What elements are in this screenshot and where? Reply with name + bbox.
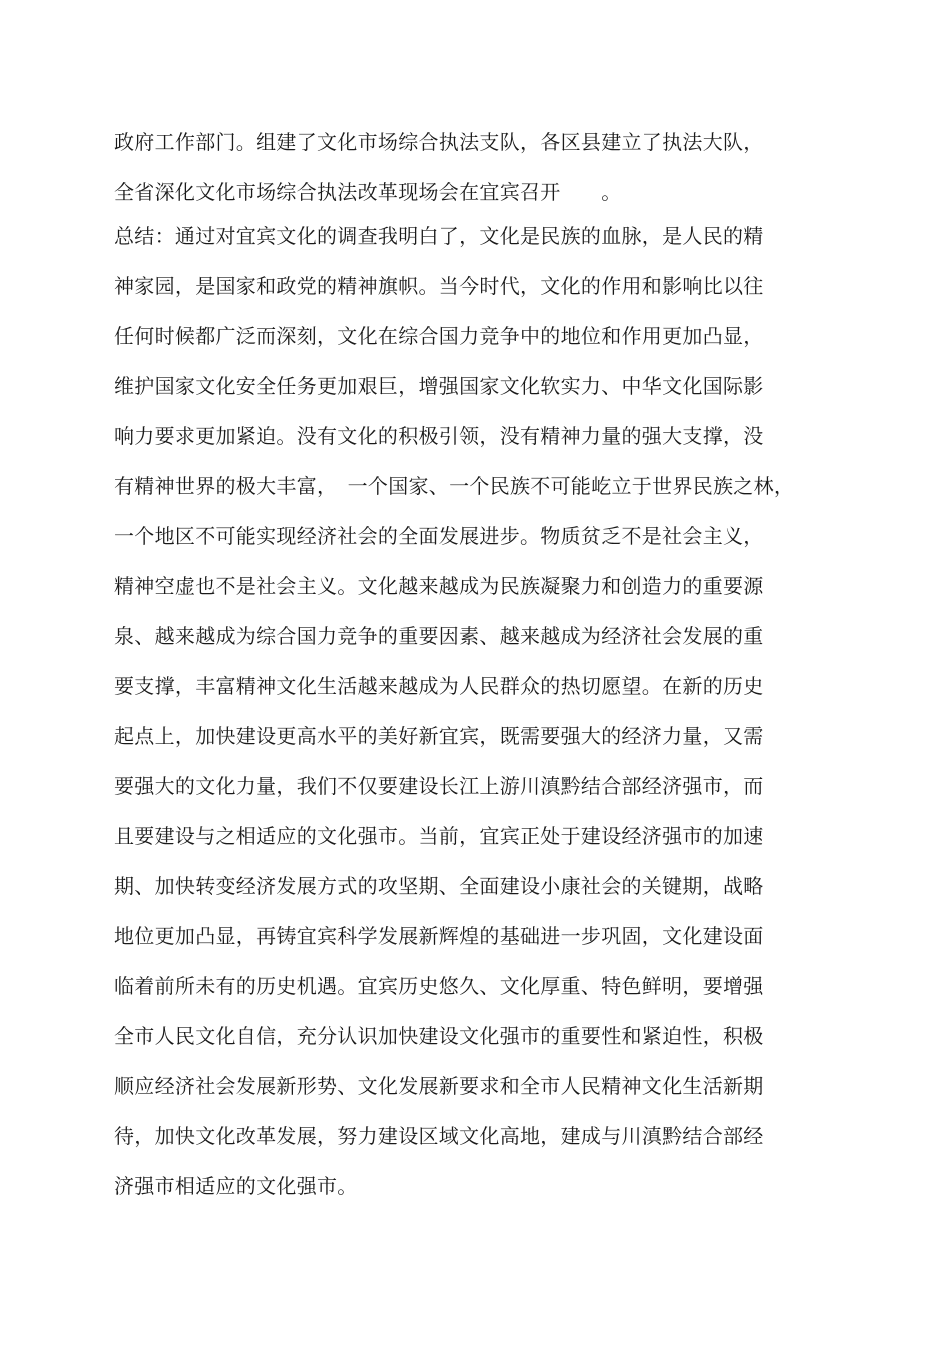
text-line: 响力要求更加紧迫。没有文化的积极引领，没有精神力量的强大支撑，没: [114, 424, 764, 448]
text-line: 起点上，加快建设更高水平的美好新宜宾，既需要强大的经济力量，又需: [114, 724, 764, 748]
text-line: 有精神世界的极大丰富， 一个国家、一个民族不可能屹立于世界民族之林，: [114, 474, 795, 498]
text-line: 神家园，是国家和政党的精神旗帜。当今时代，文化的作用和影响比以往: [114, 274, 764, 298]
body-text: [114, 122, 834, 1216]
text-line: 期、加快转变经济发展方式的攻坚期、全面建设小康社会的关键期，战略: [114, 874, 764, 898]
text-line: 临着前所未有的历史机遇。宜宾历史悠久、文化厚重、特色鲜明，要增强: [114, 974, 764, 998]
text-line: 待，加快文化改革发展，努力建设区域文化高地，建成与川滇黔结合部经: [114, 1124, 764, 1148]
text-line: 泉、越来越成为综合国力竞争的重要因素、越来越成为经济社会发展的重: [114, 624, 764, 648]
text-line: 要支撑，丰富精神文化生活越来越成为人民群众的热切愿望。在新的历史: [114, 674, 764, 698]
text-line: 总结：通过对宜宾文化的调查我明白了，文化是民族的血脉，是人民的精: [114, 224, 764, 248]
text-line: 地位更加凸显，再铸宜宾科学发展新辉煌的基础进一步巩固，文化建设面: [114, 924, 764, 948]
text-line: 全市人民文化自信，充分认识加快建设文化强市的重要性和紧迫性，积极: [114, 1024, 764, 1048]
text-line: 济强市相适应的文化强市。: [114, 1174, 358, 1198]
text-line: 顺应经济社会发展新形势、文化发展新要求和全市人民精神文化生活新期: [114, 1074, 764, 1098]
text-line: 政府工作部门。组建了文化市场综合执法支队，各区县建立了执法大队，: [114, 130, 764, 154]
text-line: 维护国家文化安全任务更加艰巨，增强国家文化软实力、中华文化国际影: [114, 374, 764, 398]
text-line: 一个地区不可能实现经济社会的全面发展进步。物质贫乏不是社会主义，: [114, 524, 764, 548]
text-line: 精神空虚也不是社会主义。文化越来越成为民族凝聚力和创造力的重要源: [114, 574, 764, 598]
text-line: 要强大的文化力量，我们不仅要建设长江上游川滇黔结合部经济强市，而: [114, 774, 764, 798]
text-line: 全省深化文化市场综合执法改革现场会在宜宾召开 。: [114, 180, 622, 204]
text-line: 且要建设与之相适应的文化强市。当前，宜宾正处于建设经济强市的加速: [114, 824, 764, 848]
text-line: 任何时候都广泛而深刻，文化在综合国力竞争中的地位和作用更加凸显，: [114, 324, 764, 348]
